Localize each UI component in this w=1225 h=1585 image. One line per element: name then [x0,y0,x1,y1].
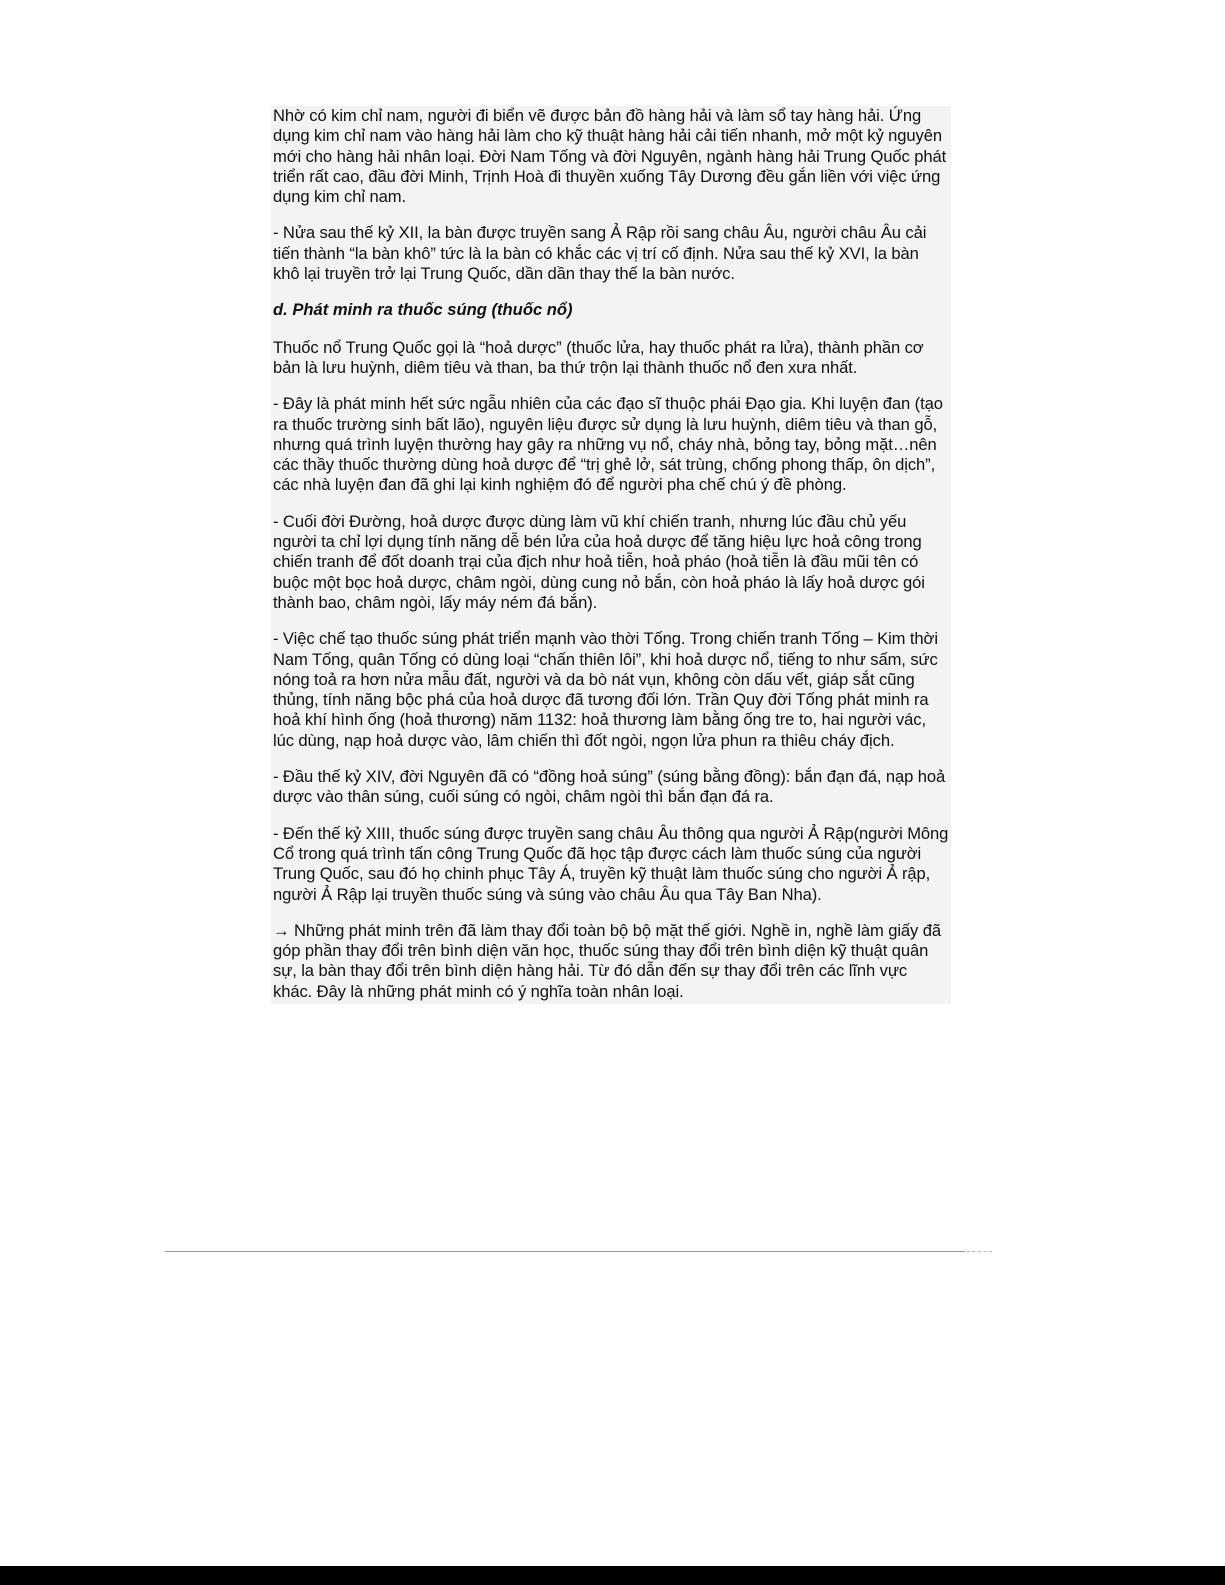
page-divider-tail [967,1251,992,1252]
document-body [271,106,951,1004]
paragraph: → Những phát minh trên đã làm thay đổi toàn bộ bộ mặt thế giới. Nghề in, nghề làm giấy đã góp phần thay đổi trên bình diện văn học, thuốc súng thay đổi trên bình diện kỹ thuật quân sự, la bàn thay đổi trên bình diện hàng hải. Từ đó dẫn đến sự thay đổi trên các lĩnh vực khác. Đây là những phát minh có ý nghĩa toàn nhân loại. [273,920,942,1001]
paragraph: - Cuối đời Đường, hoả dược được dùng làm vũ khí chiến tranh, nhưng lúc đầu chủ yếu người ta chỉ lợi dụng tính năng dễ bén lửa của hoả dược để tăng hiệu lực hoả công trong chiến tranh để đốt doanh trại của địch như hoả tiễn, hoả pháo (hoả tiễn là đầu mũi tên có buộc một bọc hoả dược, châm ngòi, dùng cung nỏ bắn, còn hoả pháo là lấy hoả dược gói thành bao, châm ngòi, lấy máy ném đá bắn). [273,511,925,612]
paragraph: - Đầu thế kỷ XIV, đời Nguyên đã có “đồng hoả súng” (súng bằng đồng): bắn đạn đá, nạp hoả dược vào thân súng, cuối súng có ngòi, châm ngòi thì bắn đạn đá ra. [273,767,946,807]
paragraph: - Nửa sau thế kỷ XII, la bàn được truyền sang Ả Rập rồi sang châu Âu, người châu Âu cải tiến thành “la bàn khô” tức là la bàn có khắc các vị trí cố định. Nửa sau thế kỷ XVI, la bàn khô lại truyền trở lại Trung Quốc, dần dần thay thế la bàn nước. [273,223,927,284]
paragraph: Thuốc nổ Trung Quốc gọi là “hoả dược” (thuốc lửa, hay thuốc phát ra lửa), thành phần cơ bản là lưu huỳnh, diêm tiêu và than, ba thứ trộn lại thành thuốc nổ đen xưa nhất. [273,337,924,377]
paragraph: - Đây là phát minh hết sức ngẫu nhiên của các đạo sĩ thuộc phái Đạo gia. Khi luyện đan (tạo ra thuốc trường sinh bất lão), nguyên liệu được sử dụng là lưu huỳnh, diêm tiêu và than gỗ, nhưng quá trình luyện thường hay gây ra những vụ nổ, cháy nhà, bỏng tay, bỏng mặt…nên các thầy thuốc thường dùng hoả dược để “trị ghẻ lở, sát trùng, chống phong thấp, ôn dịch”, các nhà luyện đan đã ghi lại kinh nghiệm đó để người pha chế chú ý đề phòng. [273,394,943,495]
paragraph: - Việc chế tạo thuốc súng phát triển mạnh vào thời Tống. Trong chiến tranh Tống – Kim thời Nam Tống, quân Tống có dùng loại “chấn thiên lôi”, khi hoả dược nổ, tiếng to như sấm, sức nóng toả ra hơn nửa mẫu đất, người và da bò nát vụn, không còn dấu vết, giáp sắt cũng thủng, tính năng bộc phá của hoả dược đã tương đối lớn. Trần Quy đời Tống phát minh ra hoả khí hình ống (hoả thương) năm 1132: hoả thương làm bằng ống tre to, hai người vác, lúc dùng, nạp hoả dược vào, lâm chiến thì đốt ngòi, ngọn lửa phun ra thiêu cháy địch. [273,629,938,750]
paragraph: - Đến thế kỷ XIII, thuốc súng được truyền sang châu Âu thông qua người Ả Rập(người Mông Cổ trong quá trình tấn công Trung Quốc đã học tập được cách làm thuốc súng của người Trung Quốc, sau đó họ chinh phục Tây Á, truyền kỹ thuật làm thuốc súng cho người Ả rập, người Ả Rập lại truyền thuốc súng và súng vào châu Âu qua Tây Ban Nha). [273,823,949,904]
paragraph: Nhờ có kim chỉ nam, người đi biển vẽ được bản đồ hàng hải và làm sổ tay hàng hải. Ứng dụng kim chỉ nam vào hàng hải làm cho kỹ thuật hàng hải cải tiến nhanh, mở một kỷ nguyên mới cho hàng hải nhân loại. Đời Nam Tống và đời Nguyên, ngành hàng hải Trung Quốc phát triển rất cao, đầu đời Minh, Trịnh Hoà đi thuyền xuống Tây Dương đều gắn liền với việc ứng dụng kim chỉ nam. [273,106,947,207]
bottom-edge-band [0,1566,1225,1585]
section-heading: d. Phát minh ra thuốc súng (thuốc nổ) [273,300,573,320]
page-divider [165,1251,965,1252]
